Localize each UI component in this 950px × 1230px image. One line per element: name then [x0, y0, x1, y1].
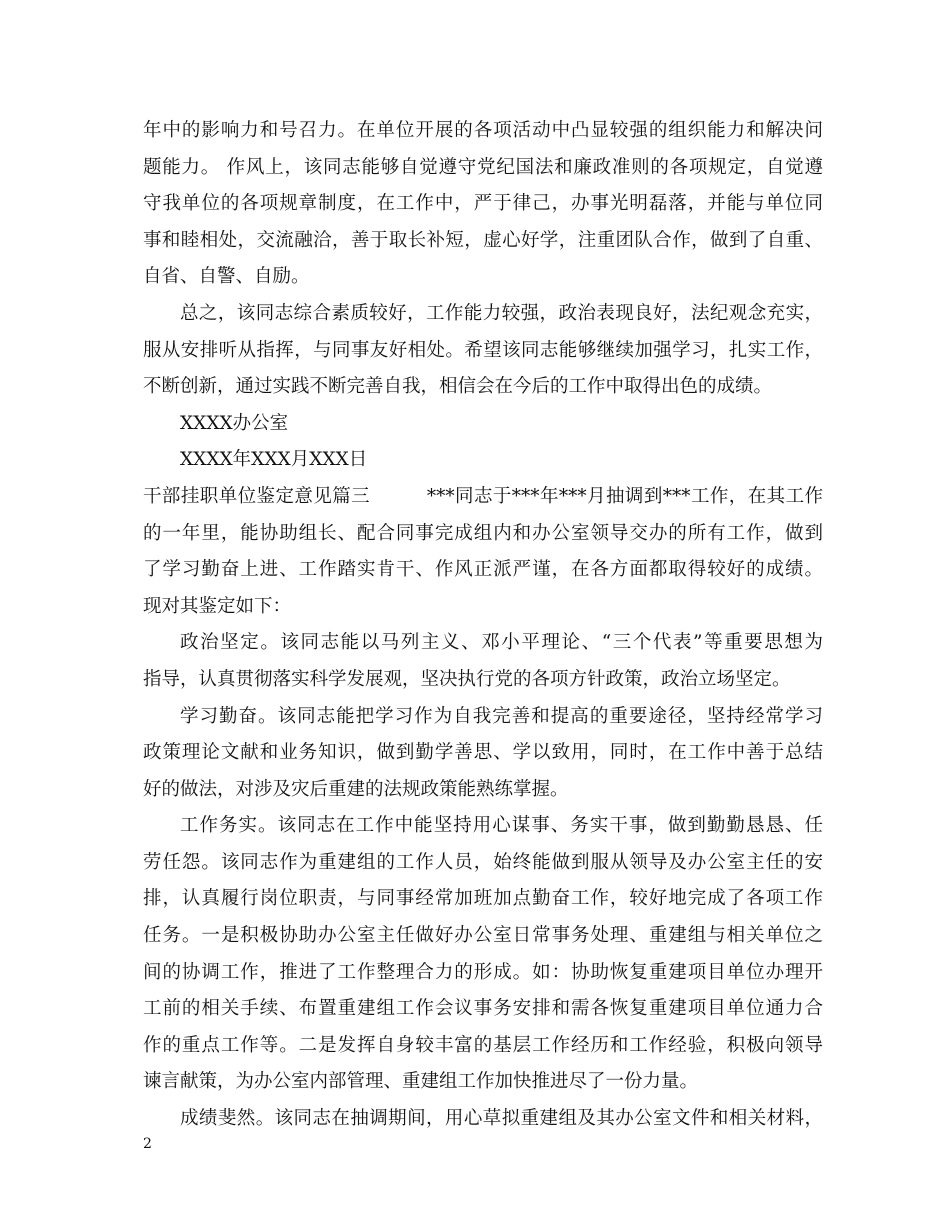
text-line: 指导，认真贯彻落实科学发展观，坚决执行党的各项方针政策，政治立场坚定。 — [143, 668, 791, 690]
text-line: 谏言献策，为办公室内部管理、重建组工作加快推进尽了一份力量。 — [143, 1071, 699, 1093]
text-line: 间的协调工作，推进了工作整理合力的形成。如：协助恢复重建项目单位办理开 — [143, 961, 823, 983]
text-line: 事和睦相处，交流融洽，善于取长补短，虚心好学，注重团队合作，做到了自重、 — [143, 229, 823, 251]
text-line: 工前的相关手续、布置重建组工作会议事务安排和需各恢复重建项目单位通力合 — [143, 998, 823, 1020]
text-line: 服从安排听从指挥，与同事友好相处。希望该同志能够继续加强学习，扎实工作， — [143, 339, 823, 361]
text-line: 学习勤奋。该同志能把学习作为自我完善和提高的重要途径，坚持经常学习 — [180, 705, 823, 727]
text-line: 干部挂职单位鉴定意见篇三 ***同志于***年***月抽调到***工作，在其工作 — [143, 485, 823, 507]
text-line: 成绩斐然。该同志在抽调期间，用心草拟重建组及其办公室文件和相关材料， — [180, 1108, 823, 1130]
text-line: 总之，该同志综合素质较好，工作能力较强，政治表现良好，法纪观念充实， — [180, 302, 823, 324]
text-line: 的一年里，能协助组长、配合同事完成组内和办公室领导交办的所有工作，做到 — [143, 522, 823, 544]
page-number: 2 — [143, 1136, 152, 1152]
text-line: 工作务实。该同志在工作中能坚持用心谋事、务实干事，做到勤勤恳恳、任 — [180, 815, 823, 837]
text-line: 了学习勤奋上进、工作踏实肯干、作风正派严谨，在各方面都取得较好的成绩。 — [143, 559, 823, 581]
text-line: 政策理论文献和业务知识，做到勤学善思、学以致用，同时，在工作中善于总结 — [143, 742, 823, 764]
text-line: 任务。一是积极协助办公室主任做好办公室日常事务处理、重建组与相关单位之 — [143, 925, 823, 947]
text-line: XXXX办公室 — [180, 412, 289, 434]
document-body — [143, 113, 823, 1138]
text-line: 自省、自警、自励。 — [143, 266, 310, 288]
text-line: 年中的影响力和号召力。在单位开展的各项活动中凸显较强的组织能力和解决问 — [143, 120, 823, 141]
text-line: 政治坚定。该同志能以马列主义、邓小平理论、“三个代表”等重要思想为 — [180, 632, 823, 654]
text-line: 劳任怨。该同志作为重建组的工作人员，始终能做到服从领导及办公室主任的安 — [143, 851, 823, 873]
text-line: 排，认真履行岗位职责，与同事经常加班加点勤奋工作，较好地完成了各项工作 — [143, 888, 823, 910]
text-line: XXXX年XXX月XXX日 — [180, 449, 368, 471]
text-line: 守我单位的各项规章制度，在工作中，严于律己，办事光明磊落，并能与单位同 — [143, 193, 823, 215]
text-line: 好的做法，对涉及灾后重建的法规政策能熟练掌握。 — [143, 778, 569, 800]
text-line: 作的重点工作等。二是发挥自身较丰富的基层工作经历和工作经验，积极向领导 — [143, 1034, 823, 1056]
text-line: 不断创新，通过实践不断完善自我，相信会在今后的工作中取得出色的成绩。 — [143, 376, 773, 398]
text-line: 题能力。 作风上，该同志能够自觉遵守党纪国法和廉政准则的各项规定，自觉遵 — [143, 156, 823, 178]
text-line: 现对其鉴定如下： — [143, 595, 292, 617]
